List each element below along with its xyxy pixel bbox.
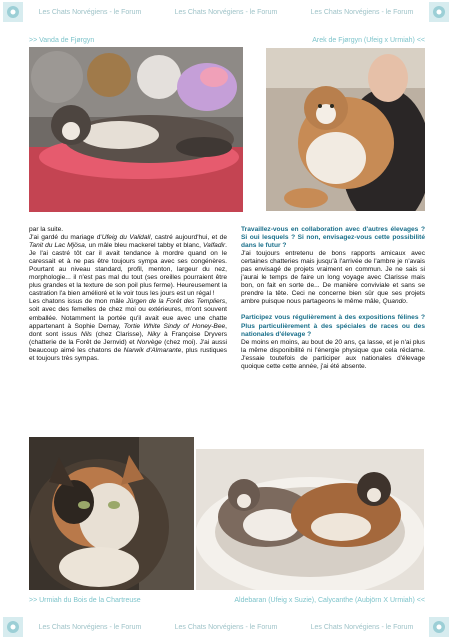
corner-ornament — [2, 1, 24, 23]
interview-answer: J'ai toujours entretenu de bons rapports amicaux avec certaines chatteries mais jusqu'à l'arrivée de l'ambre je n'avais pas envisagé de projets vraiment en commun. Je ne sais si j'aurai le temps de faire un long voyage avec Clarisse mais bon, on fait en sorte de... De manière conviviale et sans se prendre la tête. Ceci ne concerne bien sûr que ses projets ambre puisque nous partageons le même mâle, Quando. — [241, 250, 425, 306]
photo-cats-aldebaran-calycanthe — [196, 437, 424, 590]
header-text: Les Chats Norvégiens - le Forum — [174, 8, 278, 16]
header-text: Les Chats Norvégiens - le Forum — [38, 8, 142, 16]
photo-cat-arek — [266, 48, 425, 211]
footer-text: Les Chats Norvégiens - le Forum — [310, 623, 414, 631]
photo-caption-arek: Arek de Fjørgyn (Ufeig x Urmiah) << — [312, 37, 425, 44]
corner-ornament — [428, 1, 450, 23]
interview-question: Travaillez-vous en collaboration avec d'autres élevages ? Si oui lesquels ? Si non, envisagez-vous cette possibilité dans le futur ? — [241, 226, 425, 250]
article-column-right — [241, 226, 425, 371]
interview-answer: De moins en moins, au bout de 20 ans, ça lasse, et je n'ai plus la même disponibilité ni l'énergie physique que cela réclame. J'essaie toutefois de participer aux nationales d'élevage quoique cette cette année, j'ai été absente. — [241, 338, 425, 370]
photo-caption-vanda: >> Vanda de Fjørgyn — [29, 37, 95, 44]
photo-caption-aldebaran: Aldebaran (Ufeig x Suzie), Calycanthe (Aubjörn X Urmiah) << — [234, 597, 425, 604]
article-column-left — [29, 226, 227, 363]
header-band — [22, 2, 430, 22]
footer-band — [22, 617, 430, 637]
footer-text: Les Chats Norvégiens - le Forum — [38, 623, 142, 631]
interview-question: Participez vous régulièrement à des expositions félines ? Plus particulièrement à des spéciales de races ou des nationales d'élevage ? — [241, 314, 425, 338]
paragraph: par la suite. — [29, 226, 64, 233]
paragraph: J'ai gardé du mariage d'Ufeig du Validall, castré aujourd'hui, et de Tanit du Lac Mjösa, un mâle bleu mackerel tabby et blanc, Valfadir. Je l'ai castré tôt car il avait tendance à mordre quand on le caressait et à ne pas être toujours sympa avec ses congénères. Pourtant au niveau standard, profil, menton, largeur du nez, morphologie... il n'est pas mal du tout (ses oreilles pourraient être plus grandes et la texture de son poil plus ferme). Heureusement la castration l'a bien amélioré et le voir tous les jours est un régal ! — [29, 234, 228, 298]
header-text: Les Chats Norvégiens - le Forum — [310, 8, 414, 16]
photo-cat-vanda — [29, 47, 243, 212]
footer-text: Les Chats Norvégiens - le Forum — [174, 623, 278, 631]
paragraph: Les chatons issus de mon mâle Jürgen de la Forêt des Templiers, soit avec des femelles de chez moi ou extérieures, m'ont souvent emballée. Notamment la portée qu'il avait eue avec une chatte appartenant à Sophie Demay, Tortie White Sindy of Honey-Bee, dont sont issus Nils (chez Clarisse), Niky à Françoise Dryvers (chatterie de la Forêt de Jernvid) et Norvège (chez moi). J'ai aussi beaucoup aimé les chatons de Narwik d'Almarante, plus rustiques et toujours très sympas. — [29, 298, 228, 362]
photo-cat-urmiah — [29, 437, 194, 590]
photo-caption-urmiah: >> Urmiah du Bois de la Chartreuse — [29, 597, 141, 604]
corner-ornament — [2, 616, 24, 638]
corner-ornament — [428, 616, 450, 638]
